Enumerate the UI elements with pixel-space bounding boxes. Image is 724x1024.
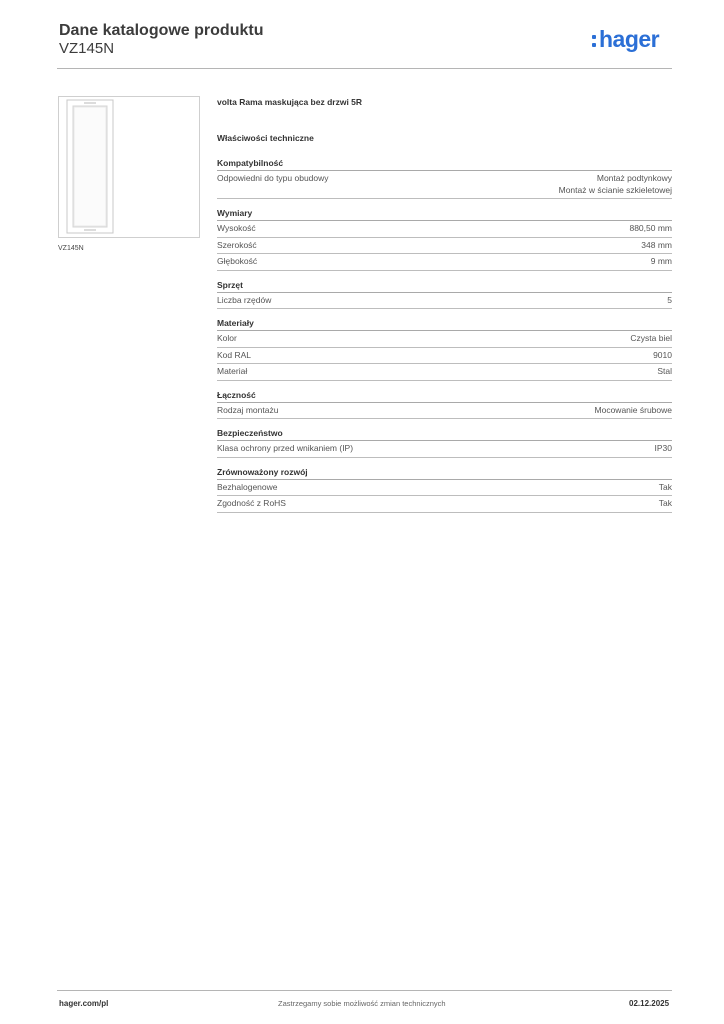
spec-value: Stal — [657, 366, 672, 376]
spec-label: Zgodność z RoHS — [217, 498, 286, 508]
footer-date: 02.12.2025 — [629, 999, 670, 1008]
spec-row — [217, 331, 672, 348]
spec-section — [217, 428, 672, 458]
spec-value: 348 mm — [641, 239, 672, 250]
logo-dots-icon — [592, 32, 597, 48]
masking-frame-icon — [59, 97, 199, 237]
spec-row — [217, 171, 672, 199]
spec-value: 880,50 mm — [629, 223, 672, 233]
header-divider — [57, 68, 672, 69]
product-name: volta Rama maskująca bez drzwi 5R — [217, 97, 363, 107]
brand-logo — [592, 28, 659, 51]
footer-website: hager.com/pl — [59, 999, 109, 1008]
spec-value: Mocowanie śrubowe — [594, 404, 672, 415]
section-title: Sprzęt — [217, 280, 672, 293]
section-title: Kompatybilność — [217, 158, 672, 171]
spec-label: Kolor — [217, 333, 237, 343]
product-image — [58, 96, 200, 238]
product-code: VZ145N — [59, 40, 115, 57]
image-caption: VZ145N — [58, 245, 84, 252]
spec-row — [217, 238, 672, 255]
footer-divider — [57, 990, 672, 991]
spec-label: Głębokość — [217, 256, 258, 266]
spec-label: Bezhalogenowe — [217, 481, 278, 492]
spec-value: Czysta biel — [630, 333, 672, 343]
spec-section — [217, 318, 672, 381]
spec-row — [217, 403, 672, 420]
spec-value: 9 mm — [650, 256, 672, 266]
spec-row — [217, 496, 672, 513]
spec-row — [217, 441, 672, 458]
logo-text: hager — [599, 26, 660, 52]
spec-value: 9010 — [653, 349, 672, 360]
spec-row — [217, 221, 672, 238]
spec-section — [217, 467, 672, 513]
page-title: Dane katalogowe produktu — [59, 22, 264, 39]
section-title: Wymiary — [217, 208, 672, 221]
spec-section — [217, 158, 672, 199]
spec-label: Szerokość — [217, 239, 257, 250]
spec-section — [217, 208, 672, 271]
section-title: Bezpieczeństwo — [217, 428, 672, 441]
spec-section — [217, 390, 672, 420]
spec-value: Montaż podtynkowy Montaż w ścianie szkieletowej — [558, 173, 672, 195]
spec-value: Tak — [658, 481, 672, 492]
spec-row — [217, 254, 672, 271]
spec-row — [217, 364, 672, 381]
spec-sections — [217, 158, 672, 513]
spec-label: Wysokość — [217, 223, 256, 233]
spec-row — [217, 480, 672, 497]
spec-label: Klasa ochrony przed wnikaniem (IP) — [217, 443, 354, 453]
section-title: Łączność — [217, 390, 672, 403]
spec-value: 5 — [667, 294, 672, 305]
spec-label: Odpowiedni do typu obudowy — [217, 173, 329, 183]
section-title: Zrównoważony rozwój — [217, 467, 672, 480]
spec-row — [217, 293, 672, 310]
footer-disclaimer: Zastrzegamy sobie możliwość zmian technicznych — [278, 999, 446, 1008]
spec-row — [217, 348, 672, 365]
specs-heading: Właściwości techniczne — [217, 133, 314, 143]
section-title: Materiały — [217, 318, 672, 331]
spec-label: Rodzaj montażu — [217, 404, 279, 415]
spec-label: Materiał — [217, 366, 248, 376]
spec-label: Liczba rzędów — [217, 294, 272, 305]
spec-value: Tak — [658, 498, 672, 508]
spec-value: IP30 — [654, 443, 672, 453]
spec-section — [217, 280, 672, 310]
spec-label: Kod RAL — [217, 349, 252, 360]
specs-panel — [217, 97, 672, 522]
